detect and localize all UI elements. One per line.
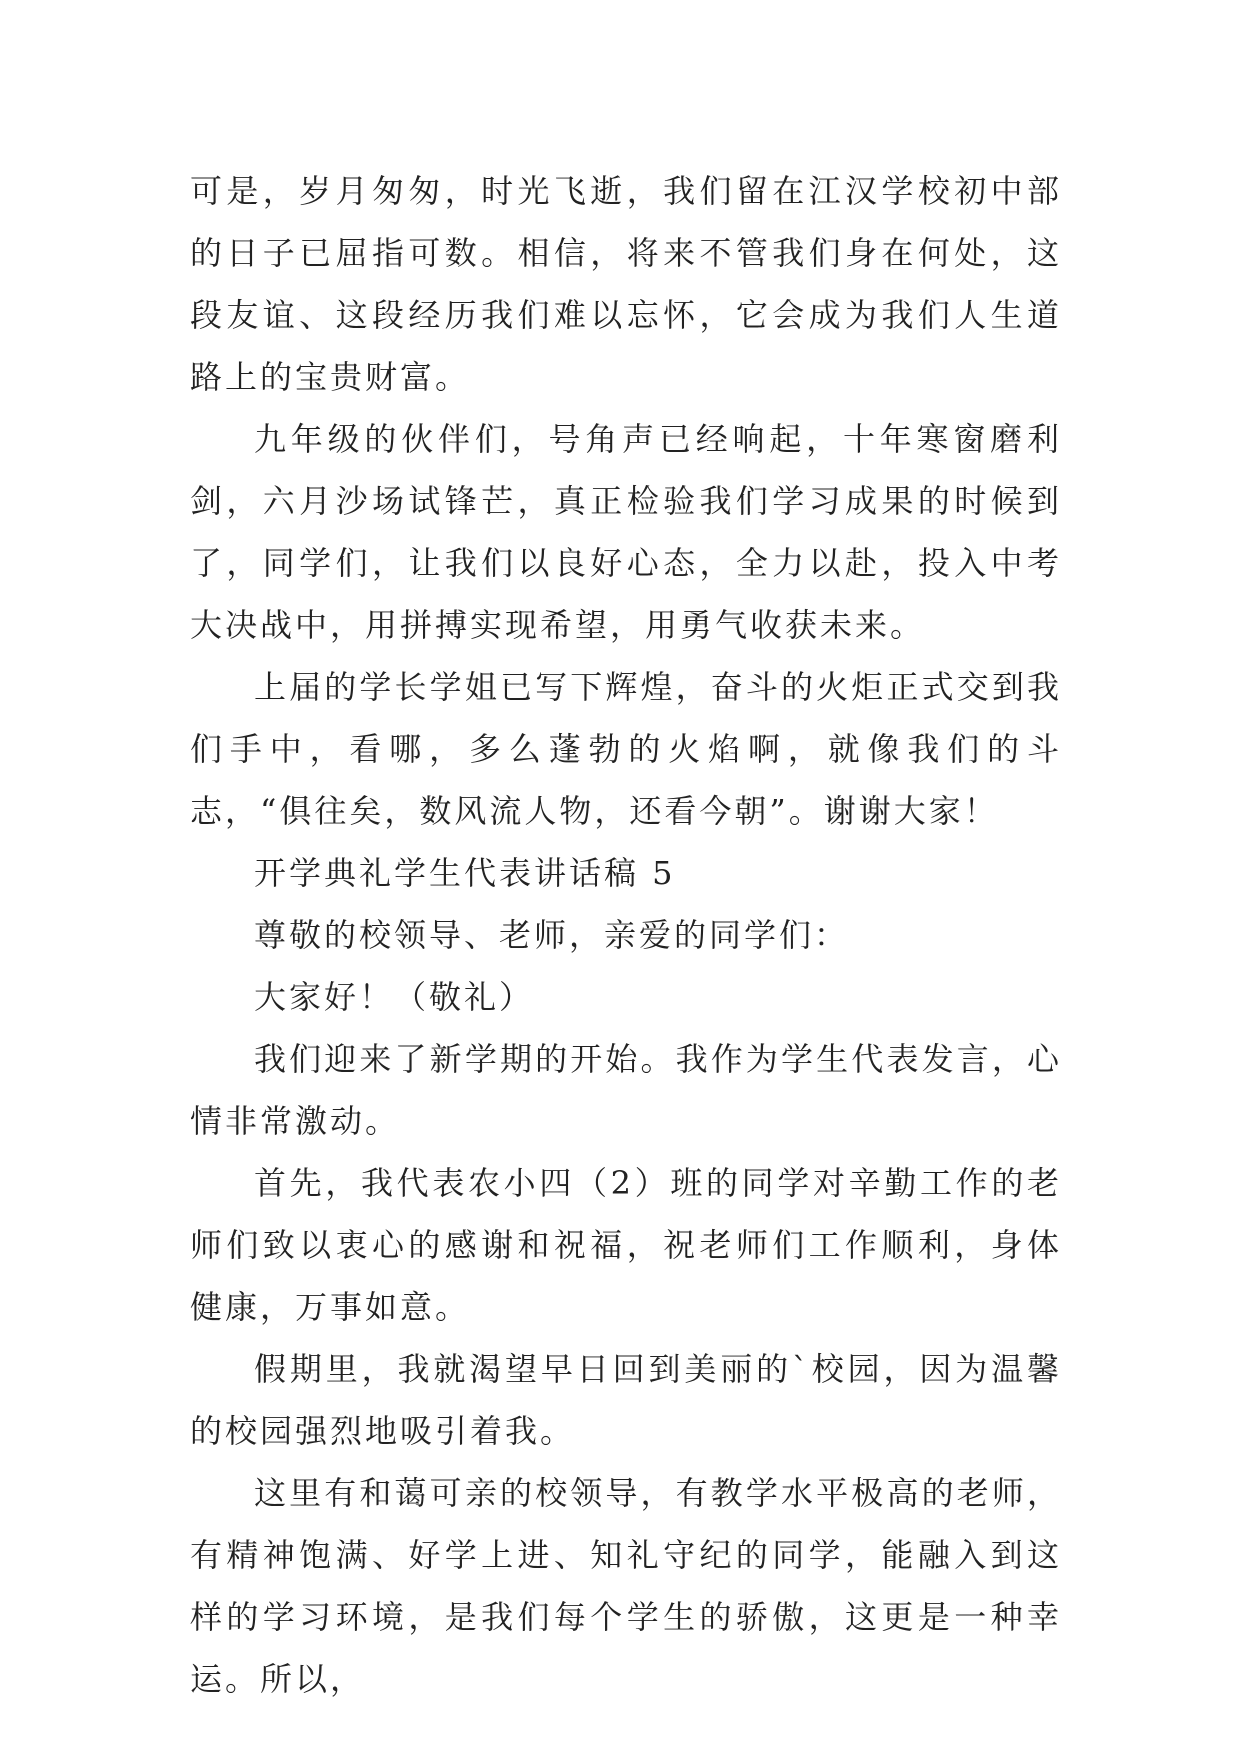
paragraph-3: 上届的学长学姐已写下辉煌，奋斗的火炬正式交到我们手中，看哪，多么蓬勃的火焰啊，就像我们的斗志，“俱往矣，数风流人物，还看今朝”。谢谢大家！ <box>190 668 1062 830</box>
section-title: 开学典礼学生代表讲话稿 5 <box>254 854 676 892</box>
paragraph-9: 假期里，我就渴望早日回到美丽的`校园，因为温馨的校园强烈地吸引着我。 <box>190 1350 1062 1450</box>
body-text <box>190 160 1062 1710</box>
paragraph-8: 首先，我代表农小四（2）班的同学对辛勤工作的老师们致以衷心的感谢和祝福，祝老师们工作顺利，身体健康，万事如意。 <box>190 1164 1062 1326</box>
paragraph-2: 九年级的伙伴们，号角声已经响起，十年寒窗磨利剑，六月沙场试锋芒，真正检验我们学习成果的时候到了，同学们，让我们以良好心态，全力以赴，投入中考大决战中，用拼搏实现希望，用勇气收获未来。 <box>190 420 1062 644</box>
paragraph-7: 我们迎来了新学期的开始。我作为学生代表发言，心情非常激动。 <box>190 1040 1062 1140</box>
paragraph-10: 这里有和蔼可亲的校领导，有教学水平极高的老师，有精神饱满、好学上进、知礼守纪的同学，能融入到这样的学习环境，是我们每个学生的骄傲，这更是一种幸运。所以， <box>190 1474 1062 1698</box>
salutation: 尊敬的校领导、老师，亲爱的同学们： <box>254 916 850 954</box>
paragraph-1: 可是，岁月匆匆，时光飞逝，我们留在江汉学校初中部的日子已屈指可数。相信，将来不管我们身在何处，这段友谊、这段经历我们难以忘怀，它会成为我们人生道路上的宝贵财富。 <box>190 172 1062 396</box>
greeting: 大家好！（敬礼） <box>254 978 535 1016</box>
